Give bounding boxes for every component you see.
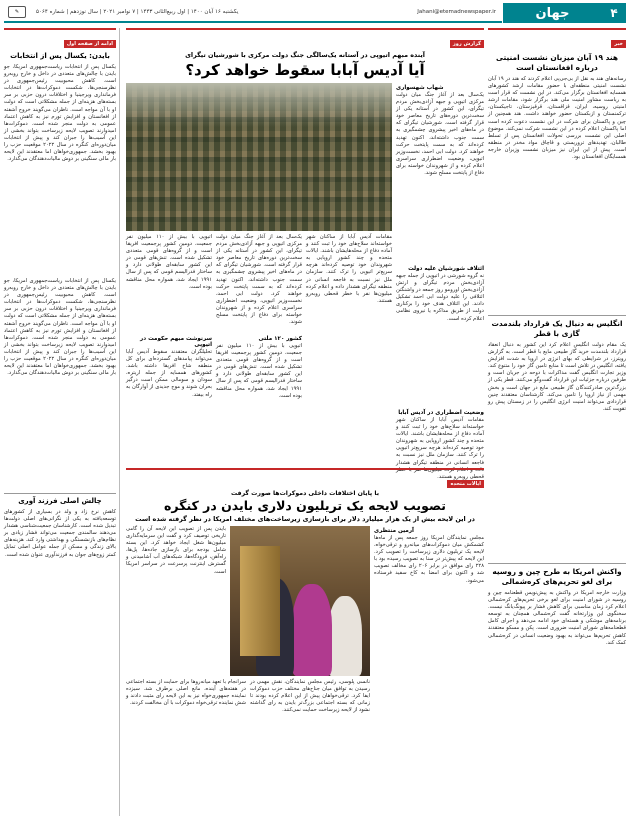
article-body-korea: وزارت خارجه امریکا در واکنش به پیش‌نویس قطعنامه چین و روسیه در شورای امنیت برای لغو برخی تحریم‌های کره‌شمالی اعلام کرد زمان مناسبی برای کاهش فشار بر پیونگ‌یانگ نیست. سخنگوی این وزارتخانه گفت کره‌شمالی همچنان به توسعه برنامه‌های موشکی و هسته‌ای خود ادامه می‌دهد و اجرای کامل قطعنامه‌های شورای امنیت ضروری است. پکن و مسکو معتقدند کاهش تحریم‌ها می‌تواند به بهبود وضعیت انسانی در کره‌شمالی کمک کند. [488,590,626,646]
header-info [30,3,502,23]
ethiopia-paragraph: تحلیلگران معتقدند سقوط آدیس آبابا می‌تواند پیامدهای گسترده‌ای برای کل منطقه شاخ افریقا داشته باشد. کشورهای همسایه از جمله اریتره، سودان و سومالی ممکن است درگیر بحران شوند و موج جدیدی از آوارگان به راه بیفتد. [126,349,212,398]
ethiopia-headline: آیا آدیس آبابا سقوط خواهد کرد؟ [185,61,425,79]
ethiopia-soldiers-photo [126,83,392,231]
ethiopia-subhead: کشور ۱۲۰ ملتی [258,336,302,342]
ethiopia-paragraph: مقامات آدیس آبابا از ساکنان شهر خواسته‌اند سلاح‌های خود را ثبت کنند و آماده دفاع از محله‌هایشان باشند. ایالات متحده و چند کشور اروپایی به شهروندان خود توصیه کرده‌اند هرچه سریع‌تر اتیوپی را ترک کنند. سازمان ملل نیز نسبت به فاجعه انسانی در منطقه تیگرای هشدار داده و اعلام کرده میلیون‌ها نفر با خطر قحطی روبه‌رو هستند. [396,417,484,480]
ethiopia-article [126,28,484,480]
infrastructure-article [126,468,484,816]
ethiopia-subhead: ائتلاف شورشیان علیه دولت [408,266,484,272]
continued-tag: ادامه از صفحه اول [64,40,116,48]
logo-mark-icon: ✎ [8,6,26,18]
biden-year-body: یکسال پس از انتخابات ریاست‌جمهوری امریکا، جو بایدن با چالش‌های متعددی در داخل و خارج روبه‌رو است. کاهش محبوبیت رئیس‌جمهوری در نظرسنجی‌ها، شکست دموکرات‌ها در انتخابات فرمانداری ویرجینیا و اختلافات درون حزبی بر سر بسته‌های هزینه‌ای از جمله مشکلاتی است که دولت او با آن مواجه است. ناظران می‌گویند خروج آشفته از افغانستان و افزایش تورم نیز به کاهش اعتماد عمومی به دولت منجر شده است. دموکرات‌ها امیدوارند تصویب لایحه زیرساخت بتواند بخشی از این آسیب‌ها را جبران کند و پیش از انتخابات میان‌دوره‌ای کنگره در سال ۲۰۲۲ موقعیت حزب را بهبود بخشد. جمهوری‌خواهان اما معتقدند این لایحه بار مالی سنگینی بر دوش مالیات‌دهندگان می‌گذارد. [4,278,116,377]
biden-year-headline: بایدن: یکسال پس از انتخابات [10,52,110,60]
ethiopia-subhead: سرنوشت مبهم حکومت در اتیوپی [140,336,212,348]
congress-photo [230,526,370,676]
infrastructure-paragraph: مجلس نمایندگان امریکا روز جمعه پس از ماه‌ها کشمکش میان دموکرات‌های میانه‌رو و ترقی‌خواه، لایحه یک تریلیون دلاری زیرساخت را تصویب کرد. این لایحه که پیش‌تر در سنا به تصویب رسیده بود با ۲۲۸ رای موافق در برابر ۲۰۶ رای مخالف تصویب شد و اکنون برای امضا به کاخ سفید فرستاده می‌شود. [374,535,484,584]
article-headline-india: هند ۱۹ آبان میزبان نشست امنیتی درباره افغانستان است [495,53,619,72]
page-number: ۴ [602,3,626,23]
us-tag: ایالات متحده [447,480,484,488]
infrastructure-kicker: با پایان اختلافات داخلی دموکرات‌ها صورت گرفت [230,490,380,497]
infrastructure-paragraph: بایدن پس از تصویب این لایحه آن را گامی تاریخی توصیف کرد و گفت این سرمایه‌گذاری میلیون‌ها شغل ایجاد خواهد کرد. این بسته شامل بودجه برای بازسازی جاده‌ها، پل‌ها، راه‌آهن، فرودگاه‌ها، شبکه‌های آب آشامیدنی و گسترش اینترنت پرسرعت در سراسر امریکا است. [126,526,226,575]
ethiopia-text-col-1 [396,83,484,480]
ethiopia-paragraph: مقامات آدیس آبابا از ساکنان شهر خواسته‌اند سلاح‌های خود را ثبت کنند و آماده دفاع از محله‌هایشان باشند. ایالات متحده و چند کشور اروپایی به شهروندان خود توصیه کرده‌اند هرچه سریع‌تر اتیوپی را ترک کنند. سازمان ملل نیز نسبت به فاجعه انسانی در منطقه تیگرای هشدار داده و اعلام کرده میلیون‌ها نفر با خطر قحطی روبه‌رو هستند. [306,234,392,304]
birthrate-headline: چالش اصلی فرزند آوری [18,497,102,505]
left-continued-column [4,28,120,816]
ethiopia-kicker: آینده مبهم اتیوپی در آستانه یک‌سالگی جنگ دولت مرکزی با شورشیان تیگرای [185,51,425,59]
ethiopia-paragraph: یک‌سال بعد از آغاز جنگ میان دولت مرکزی اتیوپی و جبهه آزادی‌بخش مردم تیگرای، این کشور در آستانه یکی از سخت‌ترین دوره‌های تاریخ معاصر خود قرار گرفته است. شورشیان تیگرای که در ماه‌های اخیر پیشروی چشمگیری به سمت جنوب داشته‌اند، اکنون تهدید کرده‌اند که به سمت پایتخت حرکت خواهند کرد. دولت ابی احمد، نخست‌وزیر اتیوپی، وضعیت اضطراری سراسری اعلام کرده و از شهروندان خواسته برای دفاع از پایتخت مسلح شوند. [216,234,302,326]
ethiopia-paragraph: اتیوپی با بیش از ۱۱۰ میلیون نفر جمعیت، دومین کشور پرجمعیت افریقا است و از گروه‌های قومی متعددی تشکیل شده است. تنش‌های قومی در این کشور سابقه‌ای طولانی دارد و ساختار فدرالیسم قومی که پس از سال ۱۹۹۱ ایجاد شد، همواره محل مناقشه بوده است. [126,234,212,290]
section-title: جهان [502,3,602,23]
infrastructure-subhead: در این لایحه بیش از یک هزار میلیارد دلار برای بازسازی زیرساخت‌های مختلف امریکا در نظر گرفته شده است [135,515,475,523]
infrastructure-headline: تصویب لایحه یک تریلیون دلاری بایدن در کنگره [164,498,446,513]
right-news-column [488,28,626,816]
article-headline-uk-qatar: انگلیس به دنبال یک قرارداد بلندمدت گازی با قطر [491,319,623,338]
page-header [4,3,626,23]
infrastructure-paragraph: سرانجام با تعهد میانه‌روها برای حمایت از بسته اجتماعی در هفته‌های آینده، مانع اصلی برطرف شد. سیزده نماینده جمهوری‌خواه نیز به این لایحه رای مثبت دادند و شش نماینده ترقی‌خواه دموکرات با آن مخالفت کردند. [126,679,246,707]
ethiopia-paragraph: نه گروه شورشی در اتیوپی از جمله جبهه آزادی‌بخش مردم تیگرای و ارتش آزادی‌بخش اورومو روز جمعه در واشنگتن ائتلافی را علیه دولت ابی احمد تشکیل دادند. این ائتلاف هدف خود را برکناری دولت از طریق مذاکره یا نیروی نظامی اعلام کرده است. [396,273,484,322]
article-body-india: رسانه‌های هند به نقل از بی‌جی‌پی اعلام کردند که هند در ۱۹ آبان نشست امنیتی منطقه‌ای با حضور مقامات ارشد کشورهای همسایه افغانستان برگزار می‌کند. در این نشست که قرار است به ریاست مشاور امنیت ملی هند برگزار شود، مقامات ارشد امنیتی روسیه، ایران، قزاقستان، قرقیزستان، تاجیکستان، ترکمنستان و ازبکستان حضور خواهند داشت. هند همچنین از چین و پاکستان برای شرکت در این نشست دعوت کرده است اما پاکستان اعلام کرده در این نشست شرکت نمی‌کند. موضوع اصلی این نشست بررسی تحولات افغانستان پس از تسلط طالبان، تهدیدهای تروریستی و قاچاق مواد مخدر در منطقه است. پیش از این ایران نیز میزبان نشست وزیران خارجه همسایگان افغانستان بود. [488,76,626,161]
article-body-uk-qatar: یک مقام دولت انگلیس اعلام کرد این کشور به دنبال انعقاد قرارداد بلندمدت خرید گاز طبیعی مایع با قطر است. به گزارش رویترز، در شرایطی که بهای انرژی در اروپا به شدت افزایش یافته، انگلیس در تلاش است تا منابع تامین گاز خود را متنوع کند. وزیر تجارت انگلیس گفت مذاکرات با دوحه در جریان است و طرفین درباره جزئیات این قرارداد گفت‌وگو می‌کنند. قطر یکی از بزرگ‌ترین صادرکنندگان گاز طبیعی مایع در جهان است و بخش مهمی از نیاز اروپا را تامین می‌کند. کارشناسان معتقدند چنین قراردادی می‌تواند امنیت انرژی انگلیس را در زمستان پیش رو تقویت کند. [488,342,626,412]
article-headline-korea: واکنش امریکا به طرح چین و روسیه برای لغو تحریم‌های کره‌شمالی [492,567,622,586]
infrastructure-paragraph: نانسی پلوسی، رئیس مجلس نمایندگان، نقش مهمی در رسیدن به توافق میان جناح‌های مختلف حزب دموکرات ایفا کرد. ترقی‌خواهان پیش از این اعلام کرده بودند تا زمانی که بسته اجتماعی بزرگ‌تر بایدن به رای گذاشته نشود از لایحه زیرساخت حمایت نمی‌کنند. [250,679,370,714]
right-column-tag: خبر [611,40,626,48]
infrastructure-byline: آرمین منتظری [374,528,414,534]
birthrate-body: کاهش نرخ زاد و ولد در بسیاری از کشورهای توسعه‌یافته به یکی از نگرانی‌های اصلی دولت‌ها تبدیل شده است. کارشناسان جمعیت‌شناسی هشدار می‌دهند سالمندی جمعیت می‌تواند فشار زیادی بر نظام‌های بازنشستگی و بهداشتی وارد کند. هزینه‌های بالای زندگی و مسکن از جمله عوامل اصلی تمایل کمتر زوج‌های جوان به فرزندآوری عنوان شده است. [4,509,116,558]
ethiopia-subhead: وضعیت اضطراری در آدیس آبابا [398,410,484,416]
header-date: یکشنبه ۱۶ آبان ۱۴۰۰ | اول ربیع‌الثانی ۱۴۴۳ | ۷ نوامبر ۲۰۲۱ | سال نوزدهم | شماره ۵۰۶۴ [36,9,239,15]
ethiopia-paragraph: یک‌سال بعد از آغاز جنگ میان دولت مرکزی اتیوپی و جبهه آزادی‌بخش مردم تیگرای، این کشور در آستانه یکی از سخت‌ترین دوره‌های تاریخ معاصر خود قرار گرفته است. شورشیان تیگرای که در ماه‌های اخیر پیشروی چشمگیری به سمت جنوب داشته‌اند، اکنون تهدید کرده‌اند که به سمت پایتخت حرکت خواهند کرد. دولت ابی احمد، نخست‌وزیر اتیوپی، وضعیت اضطراری سراسری اعلام کرده و از شهروندان خواسته برای دفاع از پایتخت مسلح شوند. [396,92,484,177]
report-tag: گزارش روز [450,40,484,48]
biden-year-body: یکسال پس از انتخابات ریاست‌جمهوری امریکا، جو بایدن با چالش‌های متعددی در داخل و خارج روبه‌رو است. کاهش محبوبیت رئیس‌جمهوری در نظرسنجی‌ها، شکست دموکرات‌ها در انتخابات فرمانداری ویرجینیا و اختلافات درون حزبی بر سر بسته‌های هزینه‌ای از جمله مشکلاتی است که دولت او با آن مواجه است. ناظران می‌گویند خروج آشفته از افغانستان و افزایش تورم نیز به کاهش اعتماد عمومی به دولت منجر شده است. دموکرات‌ها امیدوارند تصویب لایحه زیرساخت بتواند بخشی از این آسیب‌ها را جبران کند و پیش از انتخابات میان‌دوره‌ای کنگره در سال ۲۰۲۲ موقعیت حزب را بهبود بخشد. جمهوری‌خواهان اما معتقدند این لایحه بار مالی سنگینی بر دوش مالیات‌دهندگان می‌گذارد. [4,64,116,163]
newspaper-logo [4,3,30,23]
ethiopia-byline: شهاب شهسواری [396,85,444,91]
header-email[interactable]: Jahani@etemadnewspaper.ir [417,9,496,15]
ethiopia-paragraph: اتیوپی با بیش از ۱۱۰ میلیون نفر جمعیت، دومین کشور پرجمعیت افریقا است و از گروه‌های قومی متعددی تشکیل شده است. تنش‌های قومی در این کشور سابقه‌ای طولانی دارد و ساختار فدرالیسم قومی که پس از سال ۱۹۹۱ ایجاد شد، همواره محل مناقشه بوده است. [216,343,302,399]
